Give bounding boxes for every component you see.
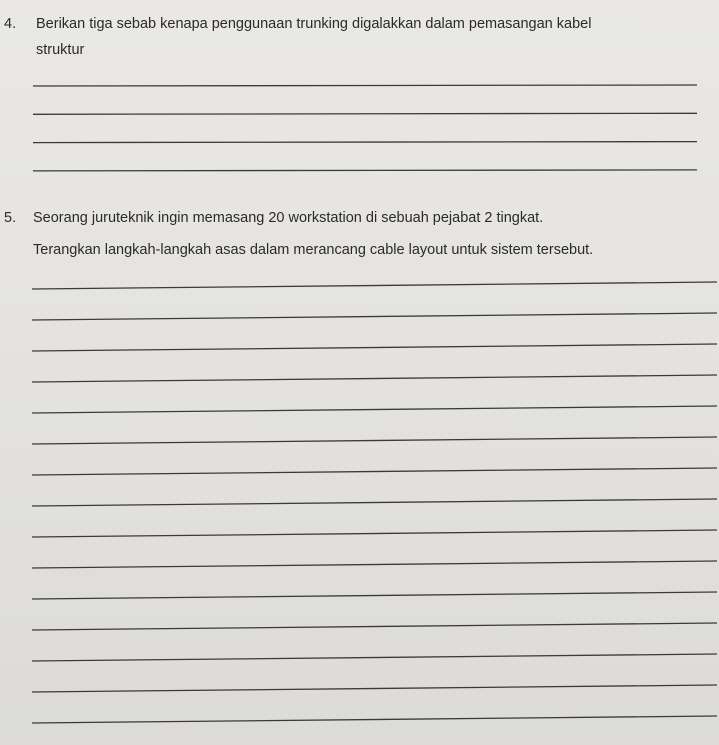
question-5-text-line-2: Terangkan langkah-langkah asas dalam merancang cable layout untuk sistem tersebut. <box>33 242 594 258</box>
q5-answer-line-8 <box>32 499 717 506</box>
q5-answer-line-10 <box>32 561 717 568</box>
question-5-number: 5. <box>4 210 17 226</box>
q5-answer-line-13 <box>32 654 717 661</box>
question-4-text-line-2: struktur <box>36 42 85 58</box>
question-4-answer-lines <box>33 85 697 171</box>
question-5-answer-lines <box>32 282 717 723</box>
question-5-text-line-1: Seorang juruteknik ingin memasang 20 workstation di sebuah pejabat 2 tingkat. <box>33 210 544 226</box>
q4-answer-line-3 <box>33 142 697 143</box>
q5-answer-line-5 <box>32 406 717 413</box>
q5-answer-line-14 <box>32 685 717 692</box>
q5-answer-line-11 <box>32 592 717 599</box>
q5-answer-line-4 <box>32 375 717 382</box>
question-4-number: 4. <box>4 16 17 32</box>
q5-answer-line-2 <box>32 313 717 320</box>
question-4-text-line-1: Berikan tiga sebab kenapa penggunaan trunking digalakkan dalam pemasangan kabel <box>36 16 592 32</box>
q5-answer-line-6 <box>32 437 717 444</box>
q5-answer-line-15 <box>32 716 717 723</box>
q4-answer-line-4 <box>33 170 697 171</box>
q5-answer-line-12 <box>32 623 717 630</box>
q5-answer-line-9 <box>32 530 717 537</box>
q5-answer-line-1 <box>32 282 717 289</box>
q4-answer-line-2 <box>33 113 697 114</box>
q4-answer-line-1 <box>33 85 697 86</box>
q5-answer-line-7 <box>32 468 717 475</box>
q5-answer-line-3 <box>32 344 717 351</box>
